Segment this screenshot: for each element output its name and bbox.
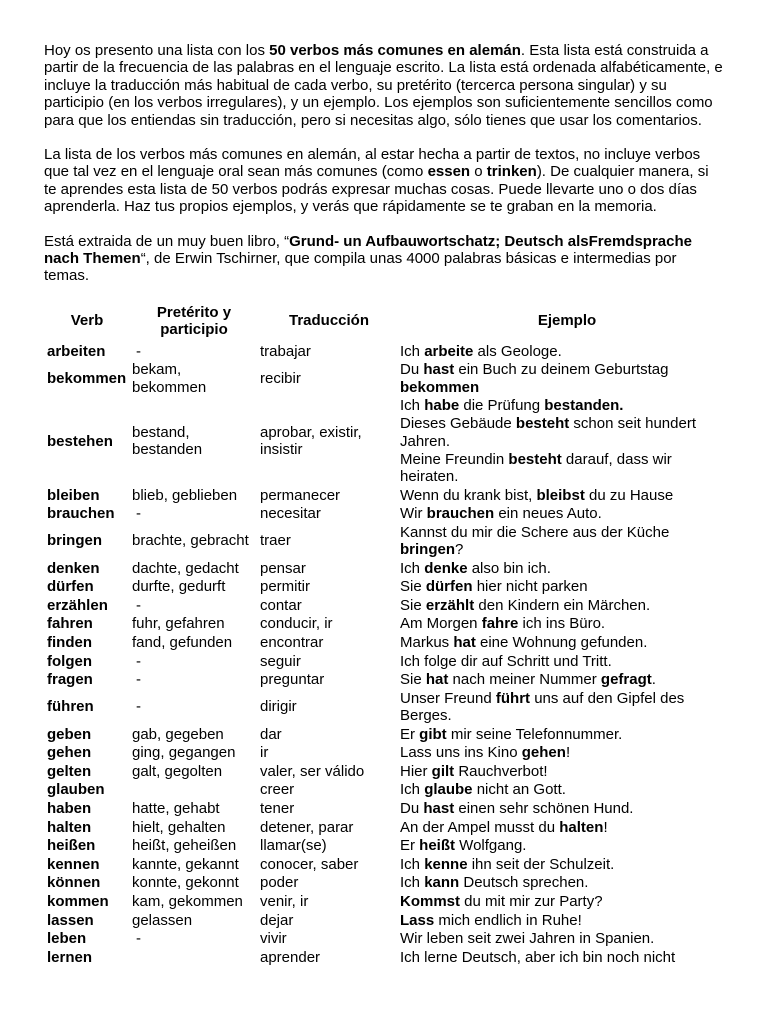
preterito-cell: kannte, gekannt: [132, 855, 239, 873]
example-text: Am Morgen: [400, 615, 482, 633]
example-text: eine Wohnung gefunden.: [475, 634, 648, 652]
example-text: die Prüfung: [459, 397, 545, 415]
example-text: Sie: [400, 596, 426, 614]
example-sentence: [400, 949, 734, 966]
table-row: [44, 524, 734, 560]
traduccion-cell: traer: [260, 532, 291, 550]
example-verb-highlight: denke: [424, 559, 468, 577]
example-text: Kannst du mir die Schere aus der Küche: [400, 523, 670, 541]
example-verb-highlight: besteht: [508, 450, 562, 468]
ejemplo-cell: [400, 912, 734, 931]
example-text: Sie: [400, 578, 426, 596]
ejemplo-cell: [400, 837, 734, 856]
example-sentence: [400, 819, 734, 836]
example-sentence: [400, 837, 734, 854]
ejemplo-cell: [400, 726, 734, 745]
example-sentence: [400, 451, 734, 485]
intro-highlight: 50 verbos más comunes en alemán: [269, 42, 521, 59]
book-title: Grund- un Aufbauwortschatz; Deutsch alsFremdsprache nach Themen: [44, 232, 692, 268]
example-verb-highlight: kann: [424, 874, 460, 892]
verb-table: [44, 302, 734, 967]
preterito-cell: fuhr, gefahren: [132, 615, 225, 633]
example-text: nicht an Gott.: [472, 781, 566, 799]
example-verb-highlight: gehen: [521, 744, 566, 762]
example-text: Ich: [400, 874, 425, 892]
verb-cell: lernen: [47, 948, 93, 966]
example-text: Du: [400, 799, 424, 817]
traduccion-cell: permanecer: [260, 486, 341, 504]
example-text: Dieses Gebäude: [400, 415, 516, 433]
verb-cell: führen: [47, 698, 94, 716]
intro-highlight: essen: [427, 163, 471, 181]
table-body: [44, 343, 734, 967]
example-text: Ich: [400, 559, 425, 577]
verb-cell: bringen: [47, 532, 102, 550]
example-verb-highlight: dürfen: [425, 578, 473, 596]
example-sentence: [400, 930, 734, 947]
example-verb-highlight: bekommen: [400, 378, 480, 396]
example-text: ich ins Büro.: [518, 615, 606, 633]
ejemplo-cell: [400, 560, 734, 579]
verb-cell: geben: [47, 725, 92, 743]
example-text: Ich: [400, 781, 425, 799]
header-traduccion: Traducción: [288, 312, 370, 330]
example-text: Hier: [400, 762, 432, 780]
traduccion-cell: ir: [260, 744, 269, 762]
example-text: Ich: [400, 397, 425, 415]
preterito-cell: fand, gefunden: [132, 634, 233, 652]
preterito-cell: -: [136, 342, 141, 360]
table-row: [44, 343, 734, 362]
table-row: [44, 856, 734, 875]
ejemplo-cell: [400, 597, 734, 616]
traduccion-cell: trabajar: [260, 342, 311, 360]
verb-cell: erzählen: [47, 596, 108, 614]
ejemplo-cell: [400, 634, 734, 653]
verb-cell: folgen: [47, 652, 92, 670]
table-row: [44, 949, 734, 968]
example-text: Wir leben seit zwei Jahren in Spanien.: [400, 930, 655, 948]
example-text: ihn seit der Schulzeit.: [467, 855, 615, 873]
ejemplo-cell: [400, 487, 734, 506]
example-text: den Kindern ein Märchen.: [474, 596, 651, 614]
example-text: Du: [400, 361, 424, 379]
preterito-cell: durfte, gedurft: [132, 578, 226, 596]
document-page: [44, 42, 724, 967]
example-verb-highlight: hat: [425, 671, 449, 689]
table-row: [44, 690, 734, 726]
preterito-cell: -: [136, 652, 141, 670]
example-verb-highlight: bringen: [400, 541, 455, 559]
example-verb-highlight: bleibst: [536, 486, 585, 504]
traduccion-cell: vivir: [260, 930, 287, 948]
traduccion-cell: seguir: [260, 652, 301, 670]
example-verb-highlight: bestanden.: [544, 397, 624, 415]
example-sentence: [400, 763, 734, 780]
ejemplo-cell: [400, 505, 734, 524]
example-text: ein Buch zu deinem Geburtstag: [454, 361, 669, 379]
ejemplo-cell: [400, 930, 734, 949]
verb-cell: denken: [47, 559, 100, 577]
verb-cell: bekommen: [47, 370, 127, 388]
verb-cell: bleiben: [47, 486, 100, 504]
ejemplo-cell: [400, 397, 734, 486]
traduccion-cell: venir, ir: [260, 892, 309, 910]
traduccion-cell: dejar: [260, 911, 294, 929]
example-text: Wolfgang.: [455, 837, 527, 855]
example-text: also bin ich.: [467, 559, 551, 577]
example-verb-highlight: heißt: [419, 837, 456, 855]
table-row: [44, 505, 734, 524]
header-ejemplo: Ejemplo: [537, 312, 597, 330]
example-sentence: [400, 690, 734, 724]
example-text: Markus: [400, 634, 454, 652]
preterito-cell: -: [136, 671, 141, 689]
ejemplo-cell: [400, 949, 734, 968]
preterito-cell: heißt, geheißen: [132, 837, 237, 855]
example-text: du mit mir zur Party?: [460, 892, 603, 910]
table-row: [44, 912, 734, 931]
intro-paragraph-1: [44, 42, 724, 129]
example-text: mich endlich in Ruhe!: [434, 911, 582, 929]
intro-highlight: trinken: [486, 163, 537, 181]
example-sentence: [400, 653, 734, 670]
example-verb-highlight: hast: [423, 361, 455, 379]
example-verb-highlight: kenne: [424, 855, 468, 873]
example-verb-highlight: besteht: [515, 415, 570, 433]
example-text: nach meiner Nummer: [448, 671, 601, 689]
example-text: Unser Freund: [400, 689, 496, 707]
example-text: schon seit hundert Jahren.: [400, 415, 696, 450]
example-verb-highlight: gilt: [431, 762, 455, 780]
preterito-cell: -: [136, 930, 141, 948]
preterito-cell: konnte, gekonnt: [132, 874, 239, 892]
example-sentence: [400, 912, 734, 929]
preterito-cell: gab, gegeben: [132, 725, 224, 743]
table-row: [44, 597, 734, 616]
ejemplo-cell: [400, 615, 734, 634]
ejemplo-cell: [400, 653, 734, 672]
example-text: Ich lerne Deutsch, aber ich bin noch nicht: [400, 948, 676, 966]
intro-text: La lista de los verbos más comunes en alemán, al estar hecha a partir de textos, no incluye verbos que tal vez en el lenguaje oral sean más comunes (como: [44, 146, 701, 181]
example-text: An der Ampel musst du: [400, 818, 560, 836]
verb-cell: arbeiten: [47, 342, 106, 360]
ejemplo-cell: [400, 819, 734, 838]
table-row: [44, 361, 734, 397]
traduccion-cell: llamar(se): [260, 837, 327, 855]
example-sentence: [400, 560, 734, 577]
ejemplo-cell: [400, 343, 734, 362]
intro-text: . Esta lista está construida a partir de la frecuencia de las palabras en el lenguaje escrito. La lista está ordenada alfabéticamente, e incluye la traducción más habitual de cada verbo, su pretérito (tercerca persona singular) y su participio (en los verbos irregulares), y un ejemplo. Los ejemplos son suficientemente sencillos como para que los entiendas sin traducción, pero si necesitas algo, sólo tienes que usar los comentarios.: [44, 42, 723, 129]
table-row: [44, 781, 734, 800]
preterito-cell: [130, 949, 258, 968]
example-text: Sie: [400, 671, 426, 689]
intro-text: “, de Erwin Tschirner, que compila unas 4000 palabras básicas e intermedias por temas.: [44, 250, 677, 285]
example-sentence: [400, 578, 734, 595]
table-row: [44, 726, 734, 745]
verb-cell: kommen: [47, 892, 109, 910]
table-row: [44, 487, 734, 506]
example-text: uns auf den Gipfel des Berges.: [400, 689, 685, 725]
traduccion-cell: recibir: [260, 370, 301, 388]
example-text: du zu Hause: [584, 486, 674, 504]
traduccion-cell: aprender: [260, 948, 321, 966]
ejemplo-cell: [400, 744, 734, 763]
preterito-cell: -: [136, 596, 141, 614]
table-row: [44, 874, 734, 893]
table-header-row: [44, 302, 734, 343]
ejemplo-cell: [400, 690, 734, 726]
example-sentence: [400, 856, 734, 873]
preterito-cell: bekam, bekommen: [132, 361, 207, 396]
example-verb-highlight: gefragt: [600, 671, 652, 689]
preterito-cell: dachte, gedacht: [132, 559, 239, 577]
intro-text: ). De cualquier manera, si te aprendes esta lista de 50 verbos podrás expresar muchas cosas. Puede llevarte uno o dos días aprenderla. Haz tus propios ejemplos, y verás que rápidamente se te graban en la memoria.: [44, 163, 709, 216]
traduccion-cell: tener: [260, 799, 295, 817]
traduccion-cell: dar: [260, 725, 282, 743]
preterito-cell: ging, gegangen: [132, 744, 236, 762]
example-text: Er: [400, 837, 420, 855]
example-verb-highlight: gibt: [419, 725, 447, 743]
preterito-cell: [130, 781, 258, 800]
traduccion-cell: preguntar: [260, 671, 325, 689]
ejemplo-cell: [400, 671, 734, 690]
table-row: [44, 763, 734, 782]
example-verb-highlight: brauchen: [426, 505, 495, 523]
preterito-cell: gelassen: [132, 911, 193, 929]
example-text: Wir: [400, 505, 427, 523]
table-row: [44, 800, 734, 819]
example-text: !: [565, 744, 571, 762]
table-row: [44, 819, 734, 838]
example-sentence: [400, 671, 734, 688]
ejemplo-cell: [400, 524, 734, 560]
table-row: [44, 560, 734, 579]
example-text: Lass uns ins Kino: [400, 744, 522, 762]
example-sentence: [400, 597, 734, 614]
example-sentence: [400, 361, 734, 395]
verb-cell: können: [47, 874, 101, 892]
header-preterito: Pretérito y participio: [156, 303, 232, 338]
traduccion-cell: necesitar: [260, 505, 321, 523]
example-text: hier nicht parken: [472, 578, 588, 596]
example-verb-highlight: glaube: [424, 781, 473, 799]
verb-cell: haben: [47, 799, 92, 817]
table-row: [44, 744, 734, 763]
example-sentence: [400, 415, 734, 449]
intro-text: o: [470, 163, 487, 181]
verb-cell: gehen: [47, 744, 92, 762]
example-sentence: [400, 893, 734, 910]
verb-cell: glauben: [47, 781, 105, 799]
example-verb-highlight: fahre: [481, 615, 519, 633]
example-sentence: [400, 505, 734, 522]
table-row: [44, 930, 734, 949]
verb-cell: brauchen: [47, 505, 115, 523]
example-text: Rauchverbot!: [454, 762, 548, 780]
example-verb-highlight: arbeite: [424, 342, 474, 360]
example-sentence: [400, 726, 734, 743]
ejemplo-cell: [400, 781, 734, 800]
ejemplo-cell: [400, 578, 734, 597]
example-text: Ich: [400, 342, 425, 360]
example-verb-highlight: hat: [453, 634, 476, 652]
example-sentence: [400, 874, 734, 891]
verb-cell: lassen: [47, 911, 94, 929]
preterito-cell: brachte, gebracht: [132, 532, 249, 550]
example-sentence: [400, 800, 734, 817]
example-text: !: [603, 818, 608, 836]
traduccion-cell: valer, ser válido: [260, 762, 365, 780]
preterito-cell: bestand, bestanden: [132, 424, 203, 459]
verb-cell: bestehen: [47, 432, 113, 450]
traduccion-cell: creer: [260, 781, 295, 799]
table-row: [44, 653, 734, 672]
preterito-cell: hielt, gehalten: [132, 818, 226, 836]
example-verb-highlight: Kommst: [400, 892, 461, 910]
example-text: als Geologe.: [473, 342, 562, 360]
example-text: mir seine Telefonnummer.: [446, 725, 623, 743]
example-text: ein neues Auto.: [494, 505, 602, 523]
verb-cell: leben: [47, 930, 87, 948]
example-text: Wenn du krank bist,: [400, 486, 537, 504]
example-sentence: [400, 634, 734, 651]
ejemplo-cell: [400, 856, 734, 875]
intro-text: Está extraida de un muy buen libro, “: [44, 232, 290, 250]
ejemplo-cell: [400, 361, 734, 397]
example-text: Meine Freundin: [400, 450, 509, 468]
example-sentence: [400, 615, 734, 632]
example-text: darauf, dass wir heiraten.: [400, 450, 672, 486]
table-row: [44, 893, 734, 912]
verb-cell: heißen: [47, 837, 96, 855]
example-sentence: [400, 487, 734, 504]
traduccion-cell: contar: [260, 596, 302, 614]
verb-cell: halten: [47, 818, 92, 836]
table-row: [44, 578, 734, 597]
traduccion-cell: conducir, ir: [260, 615, 333, 633]
preterito-cell: -: [136, 505, 141, 523]
table-row: [44, 837, 734, 856]
example-text: ?: [455, 541, 464, 559]
traduccion-cell: encontrar: [260, 634, 324, 652]
traduccion-cell: pensar: [260, 559, 306, 577]
example-sentence: [400, 343, 734, 360]
example-text: Ich: [400, 855, 425, 873]
example-text: .: [651, 671, 656, 689]
traduccion-cell: permitir: [260, 578, 311, 596]
example-verb-highlight: halten: [559, 818, 604, 836]
example-verb-highlight: habe: [424, 397, 460, 415]
verb-cell: fahren: [47, 615, 93, 633]
intro-paragraph-2: [44, 146, 724, 216]
example-sentence: [400, 397, 734, 414]
preterito-cell: blieb, geblieben: [132, 486, 238, 504]
traduccion-cell: dirigir: [260, 698, 297, 716]
table-row: [44, 634, 734, 653]
intro-paragraph-3: [44, 233, 724, 285]
preterito-cell: kam, gekommen: [132, 892, 243, 910]
example-sentence: [400, 744, 734, 761]
traduccion-cell: poder: [260, 874, 299, 892]
preterito-cell: hatte, gehabt: [132, 799, 220, 817]
example-verb-highlight: führt: [495, 689, 531, 707]
verb-cell: fragen: [47, 671, 93, 689]
header-verb: Verb: [70, 312, 104, 330]
verb-cell: kennen: [47, 855, 100, 873]
example-verb-highlight: hast: [423, 799, 455, 817]
example-text: Er: [400, 725, 420, 743]
traduccion-cell: detener, parar: [260, 818, 354, 836]
verb-cell: dürfen: [47, 578, 94, 596]
ejemplo-cell: [400, 763, 734, 782]
preterito-cell: -: [136, 698, 141, 716]
example-verb-highlight: Lass: [400, 911, 435, 929]
example-text: Ich folge dir auf Schritt und Tritt.: [400, 652, 612, 670]
traduccion-cell: conocer, saber: [260, 855, 359, 873]
verb-cell: finden: [47, 634, 92, 652]
example-sentence: [400, 524, 734, 558]
example-text: Deutsch sprechen.: [459, 874, 589, 892]
ejemplo-cell: [400, 893, 734, 912]
table-row: [44, 671, 734, 690]
traduccion-cell: aprobar, existir, insistir: [260, 424, 362, 459]
intro-text: Hoy os presento una lista con los: [44, 42, 270, 59]
ejemplo-cell: [400, 800, 734, 819]
preterito-cell: galt, gegolten: [132, 762, 223, 780]
table-row: [44, 397, 734, 486]
example-verb-highlight: erzählt: [425, 596, 475, 614]
example-sentence: [400, 781, 734, 798]
table-row: [44, 615, 734, 634]
ejemplo-cell: [400, 874, 734, 893]
verb-cell: gelten: [47, 762, 92, 780]
example-text: einen sehr schönen Hund.: [454, 799, 634, 817]
